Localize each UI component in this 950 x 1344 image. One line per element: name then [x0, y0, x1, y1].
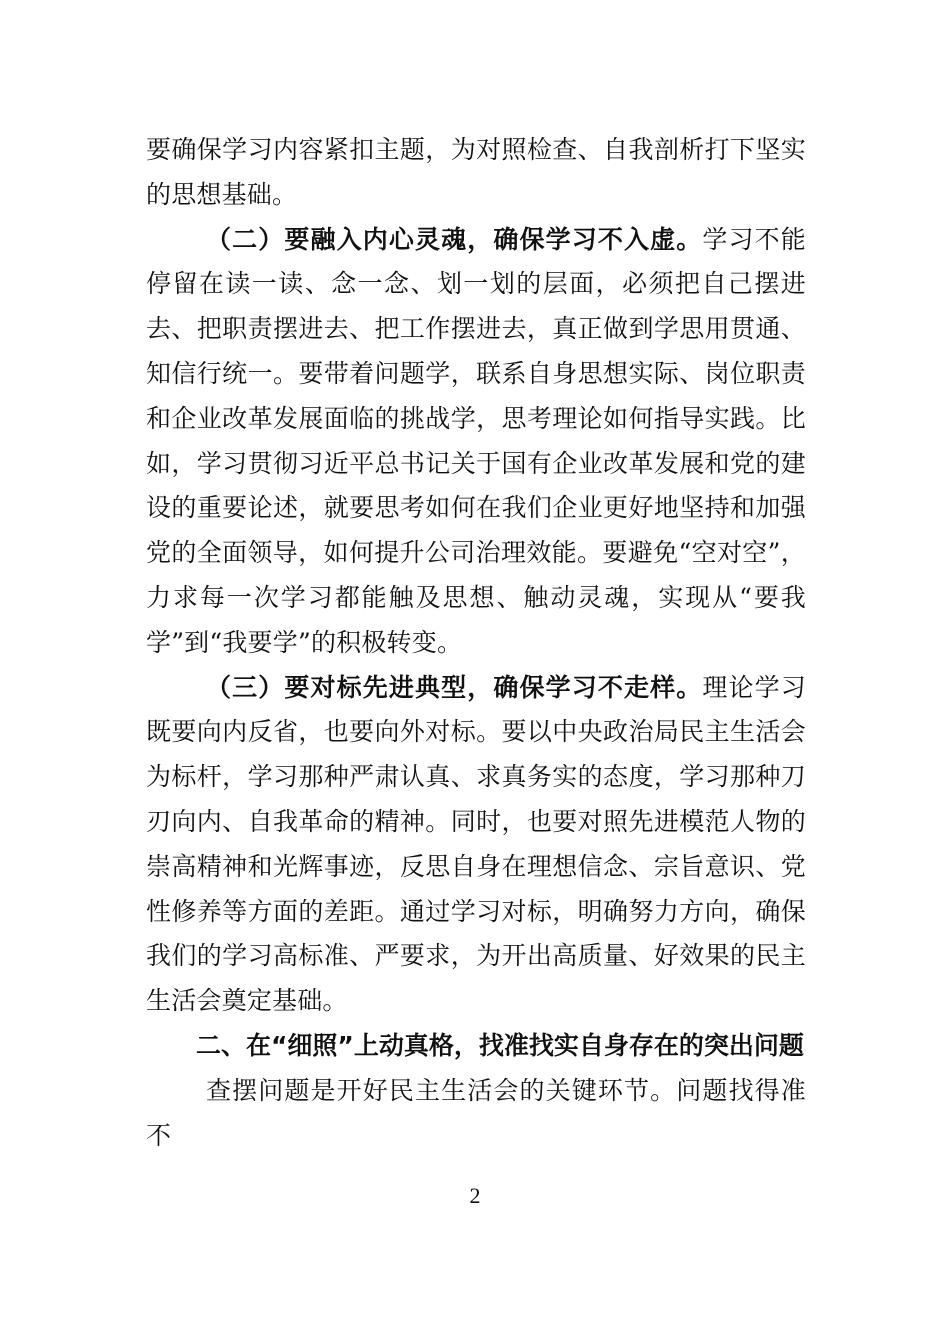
paragraph-text: 要确保学习内容紧扣主题，为对照检查、自我剖析打下坚实的思想基础。: [146, 135, 806, 209]
paragraph-sub-item-3: [146, 666, 806, 1024]
document-body: [146, 128, 806, 1158]
section-heading: 二、在“细照”上动真格，找准找实自身存在的突出问题: [196, 1030, 804, 1060]
paragraph-continuation: [146, 128, 806, 218]
page-number: 2: [469, 1183, 481, 1208]
paragraph-text: 查摆问题是开好民主生活会的关键环节。问题找得准不: [146, 1075, 806, 1150]
paragraph-closing: [146, 1069, 806, 1159]
sub-item-heading: （二）要融入内心灵魂，确保学习不入虚。: [206, 224, 703, 254]
paragraph-text: 学习不能停留在读一读、念一念、划一划的层面，必须把自己摆进去、把职责摆进去、把工作摆进去，真正做到学思用贯通、知信行统一。要带着问题学，联系自身思想实际、岗位职责和企业改革发展面临的挑战学，思考理论如何指导实践。比如，学习贯彻习近平总书记关于国有企业改革发展和党的建设的重要论述，就要思考如何在我们企业更好地坚持和加强党的全面领导，如何提升公司治理效能。要避免“空对空”，力求每一次学习都能触及思想、触动灵魂，实现从“要我学”到“我要学”的积极转变。: [146, 224, 806, 657]
paragraph-sub-item-2: [146, 218, 806, 666]
paragraph-text: 理论学习既要向内反省，也要向外对标。要以中央政治局民主生活会为标杆，学习那种严肃认真、求真务实的态度，学习那种刀刃向内、自我革命的精神。同时，也要对照先进模范人物的崇高精神和光辉事迹，反思自身在理想信念、宗旨意识、党性修养等方面的差距。通过学习对标，明确努力方向，确保我们的学习高标准、严要求，为开出高质量、好效果的民主生活会奠定基础。: [146, 672, 806, 1016]
sub-item-heading: （三）要对标先进典型，确保学习不走样。: [206, 672, 703, 702]
